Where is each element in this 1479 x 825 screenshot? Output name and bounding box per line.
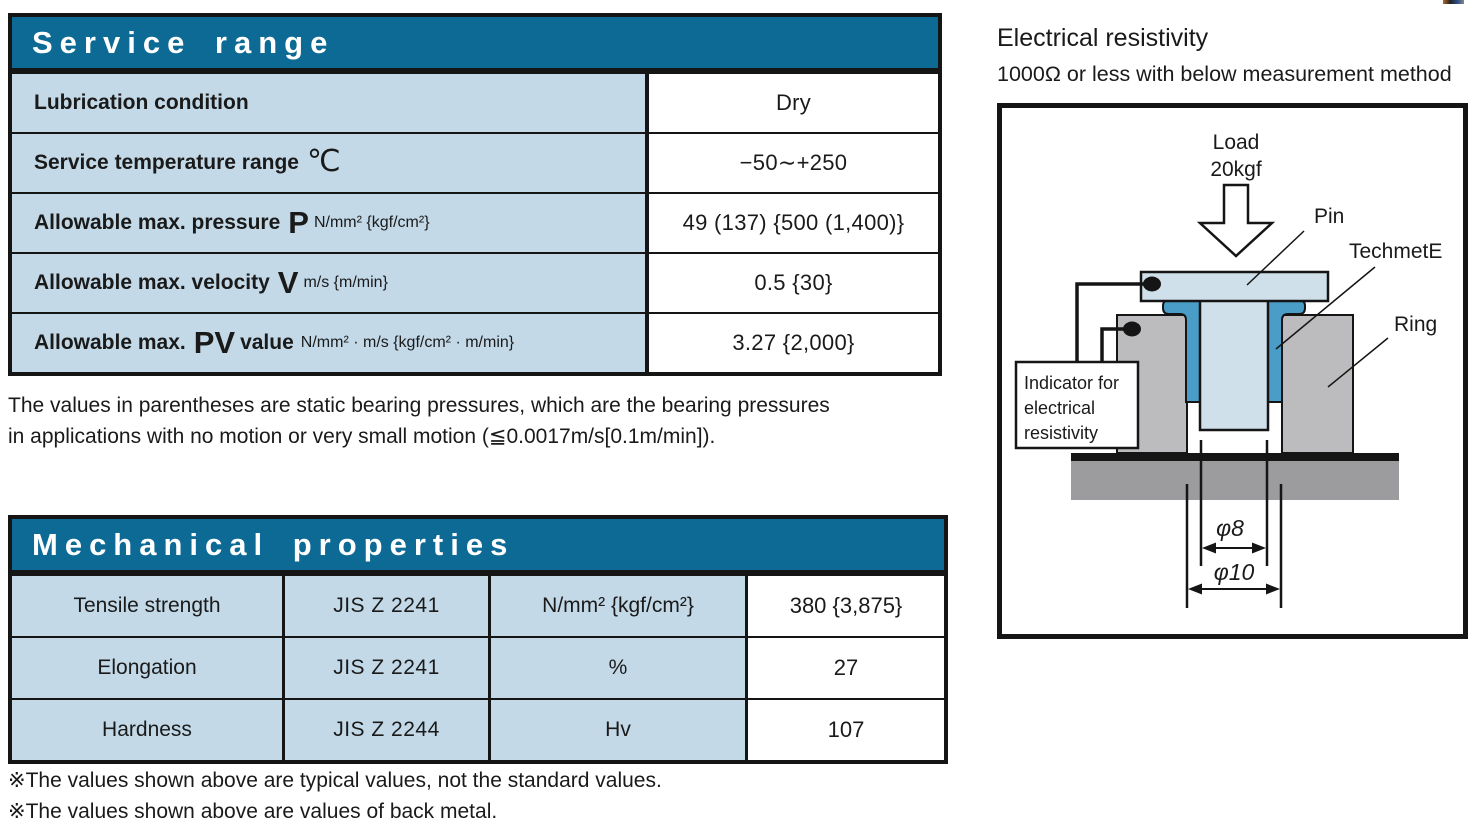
row-label-cell — [12, 254, 649, 312]
row-symbol: ℃ — [306, 145, 341, 178]
liner-label: TechmetE — [1349, 240, 1443, 263]
standard-cell: JIS Z 2244 — [285, 700, 491, 760]
pin-column — [1200, 300, 1268, 430]
service-range-table — [8, 13, 942, 376]
ring-label: Ring — [1394, 313, 1438, 336]
row-label: Allowable max. pressure — [34, 211, 281, 234]
mechanical-properties-banner — [12, 519, 944, 574]
base-plate — [1071, 461, 1399, 500]
page-edge-fragment — [1443, 0, 1464, 4]
row-unit: m/s {m/min} — [303, 274, 388, 291]
row-value-cell: −50∼+250 — [649, 134, 938, 192]
standard-cell: JIS Z 2241 — [285, 576, 491, 636]
row-label: Allowable max. velocity — [34, 271, 270, 294]
row-symbol: PV — [193, 324, 236, 360]
load-label: Load — [1212, 131, 1260, 154]
table-row — [12, 636, 944, 698]
note-line: in applications with no motion or very small motion (≦0.0017m/s[0.1m/min]). — [8, 425, 716, 448]
row-label-cell — [12, 134, 649, 192]
table-row — [12, 312, 938, 372]
pin-label: Pin — [1314, 205, 1345, 228]
row-symbol: V — [277, 264, 299, 300]
row-symbol: P — [288, 204, 309, 240]
load-value: 20kgf — [1210, 158, 1262, 181]
table-row — [12, 698, 944, 760]
dim-outer-label: φ10 — [1213, 559, 1255, 585]
row-label: Lubrication condition — [34, 91, 249, 114]
row-value-cell: Dry — [649, 74, 938, 132]
contact-dot-pin — [1143, 277, 1161, 292]
base-plate-top-line — [1071, 453, 1399, 461]
row-label-cell — [12, 194, 649, 252]
measurement-method-diagram — [997, 103, 1469, 640]
section-title: Mechanical properties — [32, 526, 515, 562]
mechanical-footnote: ※The values shown above are typical values, not the standard values. — [8, 769, 662, 792]
service-range-banner — [12, 17, 938, 72]
property-cell: Hardness — [12, 700, 285, 760]
note-line: The values in parentheses are static bearing pressures, which are the bearing pressures — [8, 394, 830, 417]
resistivity-subheading: 1000Ω or less with below measurement method — [997, 62, 1452, 86]
dim-inner-label: φ8 — [1216, 515, 1244, 541]
table-row — [12, 192, 938, 252]
mechanical-properties-table — [8, 515, 948, 764]
unit-cell: N/mm² {kgf/cm²} — [491, 576, 748, 636]
row-value-cell: 3.27 {2,000} — [649, 314, 938, 372]
table-row — [12, 574, 944, 636]
row-label-cell — [12, 74, 649, 132]
mechanical-footnote: ※The values shown above are values of back metal. — [8, 800, 498, 823]
value-cell: 107 — [748, 700, 944, 760]
table-row — [12, 252, 938, 312]
resistivity-heading: Electrical resistivity — [997, 24, 1209, 52]
standard-cell: JIS Z 2241 — [285, 638, 491, 698]
value-cell: 27 — [748, 638, 944, 698]
property-cell: Elongation — [12, 638, 285, 698]
value-cell: 380 {3,875} — [748, 576, 944, 636]
pin-plate — [1141, 272, 1328, 301]
row-value-cell: 49 (137) {500 (1,400)} — [649, 194, 938, 252]
table-row — [12, 132, 938, 192]
table-row — [12, 72, 938, 132]
property-cell: Tensile strength — [12, 576, 285, 636]
row-value-cell: 0.5 {30} — [649, 254, 938, 312]
unit-cell: % — [491, 638, 748, 698]
indicator-label-line2: electrical — [1024, 398, 1096, 418]
row-label: Allowable max. — [34, 331, 186, 354]
row-label: Service temperature range — [34, 151, 299, 174]
row-unit: N/mm² · m/s {kgf/cm² · m/min} — [300, 334, 515, 351]
row-label-cell — [12, 314, 649, 372]
indicator-label-line3: resistivity — [1024, 423, 1099, 443]
section-title: Service range — [32, 24, 335, 60]
unit-cell: Hv — [491, 700, 748, 760]
service-range-note — [8, 390, 830, 452]
indicator-label-line1: Indicator for — [1024, 373, 1120, 393]
row-unit: N/mm² {kgf/cm²} — [313, 214, 430, 231]
contact-dot-ring — [1123, 322, 1141, 337]
row-suffix: value — [240, 331, 294, 354]
